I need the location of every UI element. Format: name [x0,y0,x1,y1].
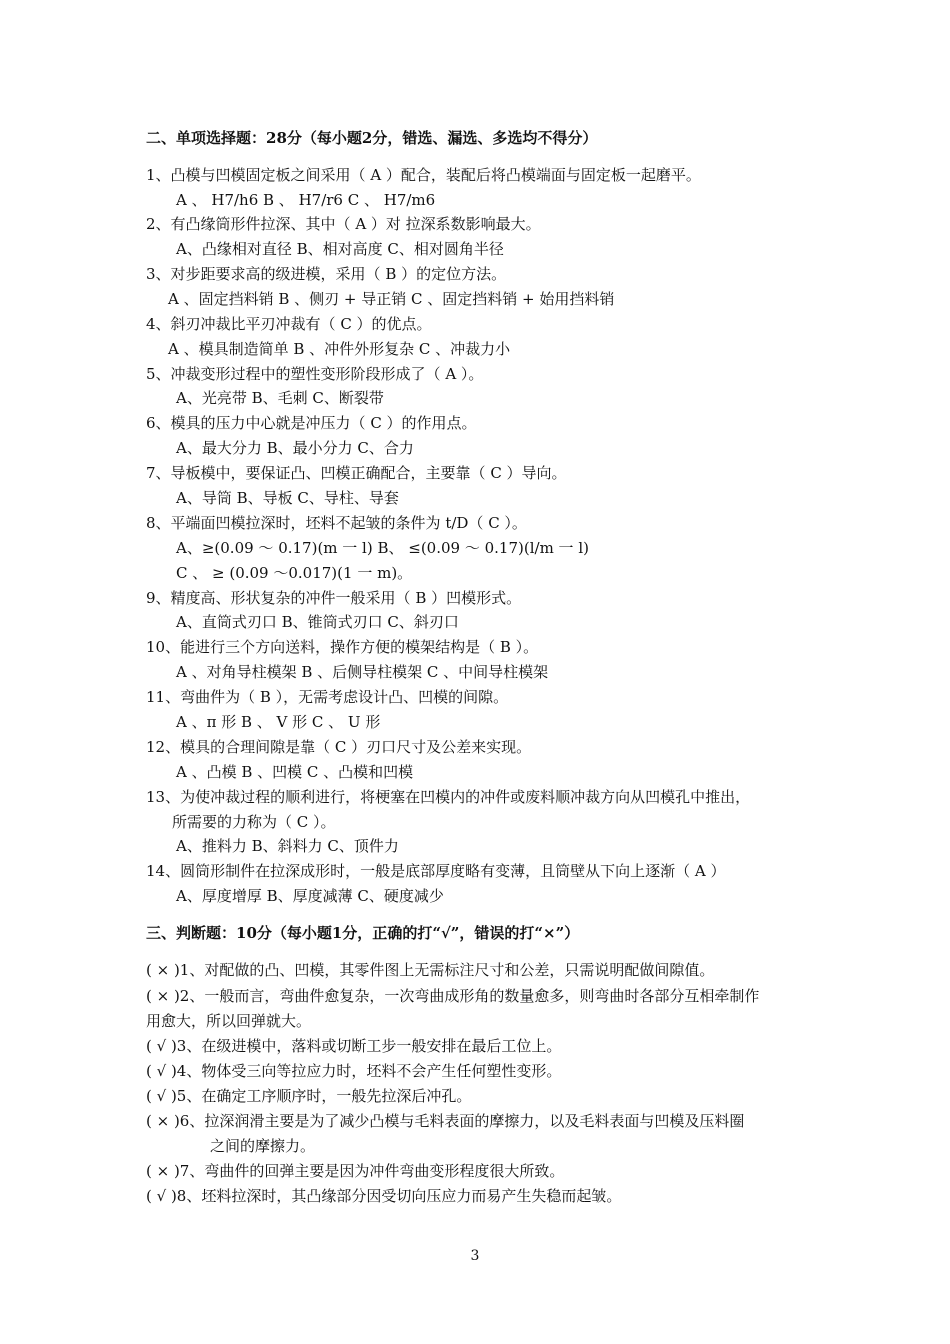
q10: 10、能进行三个方向送料，操作方便的模架结构是（ B ）。 [146,638,539,656]
q14: 14、圆筒形制件在拉深成形时，一般是底部厚度略有变薄，且筒壁从下向上逐渐（ A ） [146,862,726,880]
tf4: ( √ )4、物体受三向等拉应力时，坯料不会产生任何塑性变形。 [146,1062,562,1080]
q2-options: A、凸缘相对直径 B、相对高度 C、相对圆角半径 [176,240,504,258]
q13-continued: 所需要的力称为（ C ）。 [172,813,336,831]
q12-options: A 、凸模 B 、凹模 C 、凸模和凹模 [176,763,414,781]
q14-options: A、厚度增厚 B、厚度减薄 C、硬度减少 [176,887,444,905]
tf2: ( × )2、一般而言，弯曲件愈复杂，一次弯曲成形角的数量愈多，则弯曲时各部分互相牵制作 [146,987,760,1005]
section3-heading: 三、判断题：10分（每小题1分，正确的打“√”，错误的打“×”） [146,924,580,942]
tf6-continued: 之间的摩擦力。 [210,1137,316,1155]
q4: 4、斜刃冲裁比平刃冲裁有（ C ）的优点。 [146,315,432,333]
section2-heading: 二、单项选择题：28分（每小题2分，错选、漏选、多选均不得分） [146,129,598,147]
q11: 11、弯曲件为（ B ），无需考虑设计凸、凹模的间隙。 [146,688,509,706]
q2: 2、有凸缘筒形件拉深、其中（ A ）对 拉深系数影响最大。 [146,215,541,233]
q10-options: A 、对角导柱模架 B 、后侧导柱模架 C 、中间导柱模架 [176,663,549,681]
q5-options: A、光亮带 B、毛刺 C、断裂带 [176,389,384,407]
q8-option-c: C 、 ≥ (0.09 ～0.017)(1 一 m)。 [176,564,413,582]
q8: 8、平端面凹模拉深时，坯料不起皱的条件为 t/D（ C ）。 [146,514,527,532]
tf8: ( √ )8、坯料拉深时，其凸缘部分因受切向压应力而易产生失稳而起皱。 [146,1187,622,1205]
q9-options: A、直筒式刃口 B、锥筒式刃口 C、斜刃口 [176,613,459,631]
q11-options: A 、π 形 B 、 V 形 C 、 U 形 [176,713,381,731]
tf5: ( √ )5、在确定工序顺序时，一般先拉深后冲孔。 [146,1087,472,1105]
q9: 9、精度高、形状复杂的冲件一般采用（ B ）凹模形式。 [146,589,522,607]
q13: 13、为使冲裁过程的顺利进行，将梗塞在凹模内的冲件或废料顺冲裁方向从凹模孔中推出， [146,788,751,806]
q12: 12、模具的合理间隙是靠（ C ）刃口尺寸及公差来实现。 [146,738,532,756]
tf1: ( × )1、对配做的凸、凹模，其零件图上无需标注尺寸和公差，只需说明配做间隙值。 [146,961,715,979]
q7: 7、导板模中，要保证凸、凹模正确配合，主要靠（ C ）导向。 [146,464,567,482]
q4-options: A 、模具制造简单 B 、冲件外形复杂 C 、冲裁力小 [168,340,511,358]
q7-options: A、导筒 B、导板 C、导柱、导套 [176,489,399,507]
q8-options-ab: A、≥(0.09 ～ 0.17)(m 一 l) B、 ≤(0.09 ～ 0.17)(l/m 一 l) [176,539,589,557]
tf6: ( × )6、拉深润滑主要是为了减少凸模与毛料表面的摩擦力，以及毛料表面与凹模及压料圈 [146,1112,745,1130]
q13-options: A、推料力 B、斜料力 C、顶件力 [176,837,399,855]
q5: 5、冲裁变形过程中的塑性变形阶段形成了（ A ）。 [146,365,484,383]
q1-options: A 、 H7/h6 B 、 H7/r6 C 、 H7/m6 [176,191,436,209]
tf7: ( × )7、弯曲件的回弹主要是因为冲件弯曲变形程度很大所致。 [146,1162,565,1180]
page-number: 3 [470,1248,480,1264]
q3-options: A 、固定挡料销 B 、侧刃 + 导正销 C 、固定挡料销 + 始用挡料销 [168,290,615,308]
tf2-continued: 用愈大，所以回弹就大。 [146,1012,312,1030]
q6: 6、模具的压力中心就是冲压力（ C ）的作用点。 [146,414,477,432]
q3: 3、对步距要求高的级进模，采用（ B ）的定位方法。 [146,265,507,283]
q6-options: A、最大分力 B、最小分力 C、合力 [176,439,414,457]
q1: 1、凸模与凹模固定板之间采用（ A ）配合，装配后将凸模端面与固定板一起磨平。 [146,166,701,184]
tf3: ( √ )3、在级进模中，落料或切断工步一般安排在最后工位上。 [146,1037,562,1055]
